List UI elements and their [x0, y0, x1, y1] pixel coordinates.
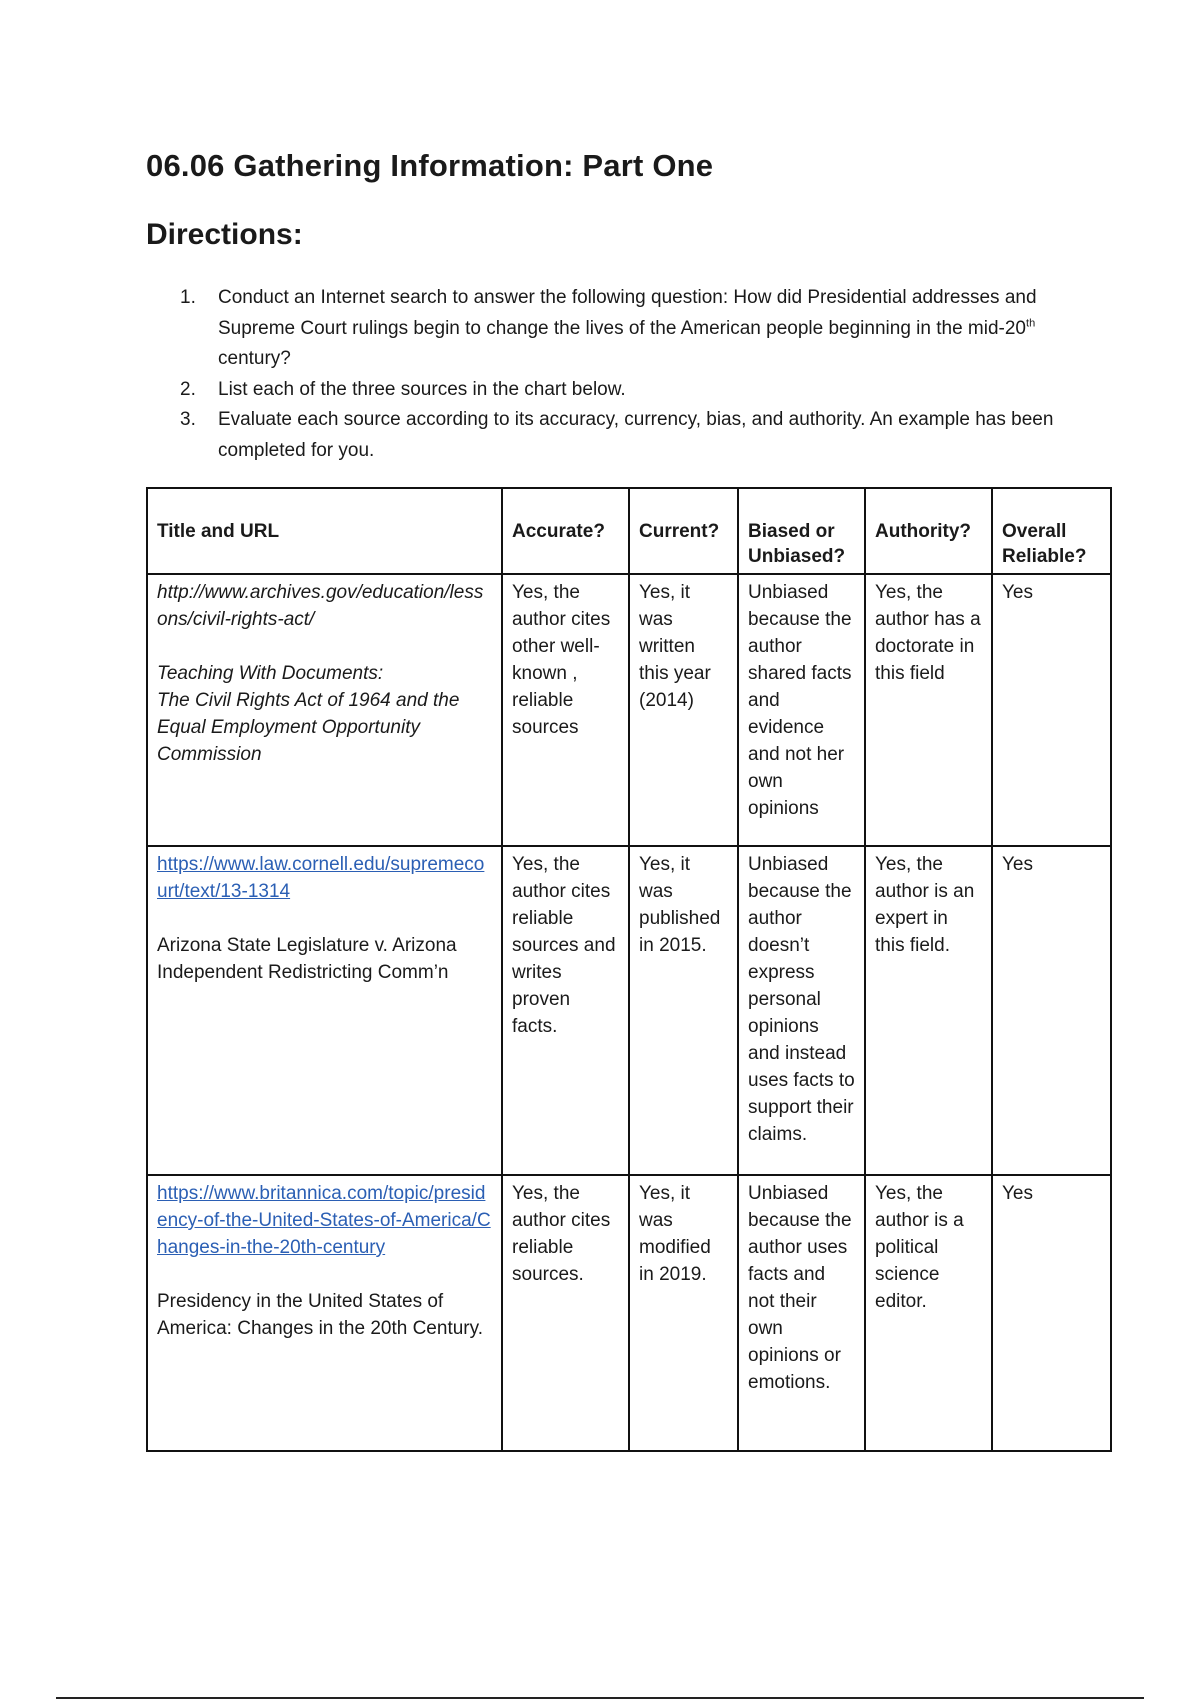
source-title: [157, 1288, 492, 1342]
direction-item: [180, 283, 1060, 375]
cell-reliable: Yes: [992, 1175, 1111, 1451]
cell-current: Yes, it was modified in 2019.: [629, 1175, 738, 1451]
header-accurate: Accurate?: [502, 488, 629, 574]
source-link[interactable]: https://www.britannica.com/topic/presidency-of-the-United-States-of-America/Changes-in-the-20th-century: [157, 1183, 491, 1258]
page-footer-rule: [56, 1697, 1144, 1699]
header-title-url: Title and URL: [147, 488, 502, 574]
table-row: [147, 574, 1111, 846]
cell-current: Yes, it was published in 2015.: [629, 846, 738, 1175]
cell-biased: Unbiased because the author doesn’t express personal opinions and instead uses facts to support their claims.: [738, 846, 865, 1175]
direction-item: [180, 405, 1060, 466]
cell-current: Yes, it was written this year (2014): [629, 574, 738, 846]
cell-authority: Yes, the author is a political science editor.: [865, 1175, 992, 1451]
source-url: http://www.archives.gov/education/lessons/civil-rights-act/: [157, 582, 484, 630]
direction-number: 2.: [180, 378, 196, 400]
source-evaluation-table: [146, 487, 1112, 1452]
direction-number: 3.: [180, 409, 196, 430]
cell-accurate: Yes, the author cites reliable sources and writes proven facts.: [502, 846, 629, 1175]
table-row: [147, 1175, 1111, 1451]
source-link[interactable]: https://www.law.cornell.edu/supremecourt/text/13-1314: [157, 854, 485, 902]
cell-title-url: [147, 574, 502, 846]
source-title-line: Teaching With Documents:: [157, 663, 384, 684]
source-title-line: The Civil Rights Act of 1964 and the Equal Employment Opportunity Commission: [157, 690, 460, 765]
directions-list: [180, 283, 1060, 466]
cell-authority: Yes, the author has a doctorate in this field: [865, 574, 992, 846]
cell-accurate: Yes, the author cites reliable sources.: [502, 1175, 629, 1451]
direction-item: [180, 375, 1060, 406]
header-current: Current?: [629, 488, 738, 574]
header-reliable: Overall Reliable?: [992, 488, 1111, 574]
cell-biased: Unbiased because the author uses facts and not their own opinions or emotions.: [738, 1175, 865, 1451]
cell-reliable: Yes: [992, 846, 1111, 1175]
direction-number: 1.: [180, 287, 196, 308]
direction-text: List each of the three sources in the chart below.: [218, 378, 626, 400]
table-header-row: [147, 488, 1111, 574]
direction-superscript: th: [1026, 317, 1036, 330]
cell-biased: Unbiased because the author shared facts and evidence and not her own opinions: [738, 574, 865, 846]
table-row: [147, 846, 1111, 1175]
cell-reliable: Yes: [992, 574, 1111, 846]
cell-accurate: Yes, the author cites other well-known , reliable sources: [502, 574, 629, 846]
cell-title-url: [147, 1175, 502, 1451]
direction-text-end: century?: [218, 348, 291, 369]
directions-heading: Directions:: [146, 218, 303, 251]
source-title-line: Arizona State Legislature v. Arizona Independent Redistricting Comm’n: [157, 935, 457, 983]
cell-authority: Yes, the author is an expert in this field.: [865, 846, 992, 1175]
direction-text: Evaluate each source according to its accuracy, currency, bias, and authority. An example has been completed for you.: [218, 409, 1054, 461]
direction-text: Conduct an Internet search to answer the following question: How did Presidential addresses and Supreme Court rulings begin to change the lives of the American people beginning in the mid-20: [218, 287, 1037, 339]
header-authority: Authority?: [865, 488, 992, 574]
source-title: [157, 932, 492, 986]
page-title: 06.06 Gathering Information: Part One: [146, 148, 714, 183]
header-biased: Biased or Unbiased?: [738, 488, 865, 574]
cell-title-url: [147, 846, 502, 1175]
source-title-line: Presidency in the United States of America: Changes in the 20th Century.: [157, 1291, 483, 1339]
source-title: [157, 660, 492, 768]
